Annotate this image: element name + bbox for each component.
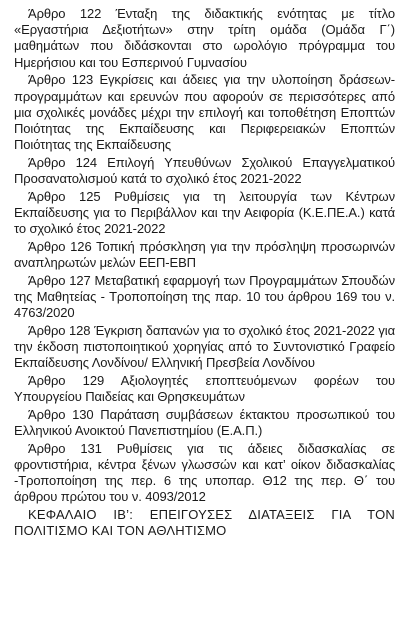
- article-125: Άρθρο 125 Ρυθμίσεις για τη λειτουργία των Κέντρων Εκπαίδευσης για το Περιβάλλον και την Αειφορία (Κ.Ε.ΠΕ.Α.) κατά το σχολικό έτος 2021-2022: [14, 188, 395, 237]
- article-127: Άρθρο 127 Μεταβατική εφαρμογή των Προγραμμάτων Σπουδών της Μαθητείας - Τροποποίηση της παρ. 10 του άρθρου 169 του ν. 4763/2020: [14, 272, 395, 321]
- chapter-heading: ΚΕΦΑΛΑΙΟ ΙΒ’: ΕΠΕΙΓΟΥΣΕΣ ΔΙΑΤΑΞΕΙΣ ΓΙΑ ΤΟΝ ΠΟΛΙΤΙΣΜΟ ΚΑΙ ΤΟΝ ΑΘΛΗΤΙΣΜΟ: [14, 507, 395, 539]
- article-130: Άρθρο 130 Παράταση συμβάσεων έκτακτου προσωπικού του Ελληνικού Ανοικτού Πανεπιστημίου (Ε.Α.Π.): [14, 406, 395, 439]
- article-124: Άρθρο 124 Επιλογή Υπευθύνων Σχολικού Επαγγελματικού Προσανατολισμού κατά το σχολικό έτος 2021-2022: [14, 154, 395, 187]
- article-131: Άρθρο 131 Ρυθμίσεις για τις άδειες διδασκαλίας σε φροντιστήρια, κέντρα ξένων γλωσσών και κατ’ οίκον διδασκαλίας -Τροποποίηση της περ. 6 της υποπαρ. Θ12 της περ. Θ΄ του άρθρου πρώτου του ν. 4093/2012: [14, 440, 395, 505]
- article-122: Άρθρο 122 Ένταξη της διδακτικής ενότητας με τίτλο «Εργαστήρια Δεξιοτήτων» στην τρίτη ομάδα (Ομάδα Γ΄) μαθημάτων που διδάσκονται στο ωρολόγιο πρόγραμμα του Ημερήσιου και του Εσπερινού Γυμνασίου: [14, 6, 395, 70]
- article-126: Άρθρο 126 Τοπική πρόσκληση για την πρόσληψη προσωρινών αναπληρωτών μελών ΕΕΠ-ΕΒΠ: [14, 238, 395, 271]
- article-123: Άρθρο 123 Εγκρίσεις και άδειες για την υλοποίηση δράσεων-προγραμμάτων και ερευνών που αφορούν σε περισσότερες από μια σχολικές μονάδες μέχρι την επιλογή και τοποθέτηση Εποπτών Ποιότητας της Εκπαίδευσης και Περιφερειακών Εποπτών Ποιότητας της Εκπαίδευσης: [14, 72, 395, 153]
- article-128: Άρθρο 128 Έγκριση δαπανών για το σχολικό έτος 2021-2022 για την έκδοση πιστοποιητικού χορηγίας από το Συντονιστικό Γραφείο Εκπαίδευσης Λονδίνου/ Ελληνική Πρεσβεία Λονδίνου: [14, 322, 395, 371]
- article-129: Άρθρο 129 Αξιολογητές εποπτευόμενων φορέων του Υπουργείου Παιδείας και Θρησκευμάτων: [14, 372, 395, 405]
